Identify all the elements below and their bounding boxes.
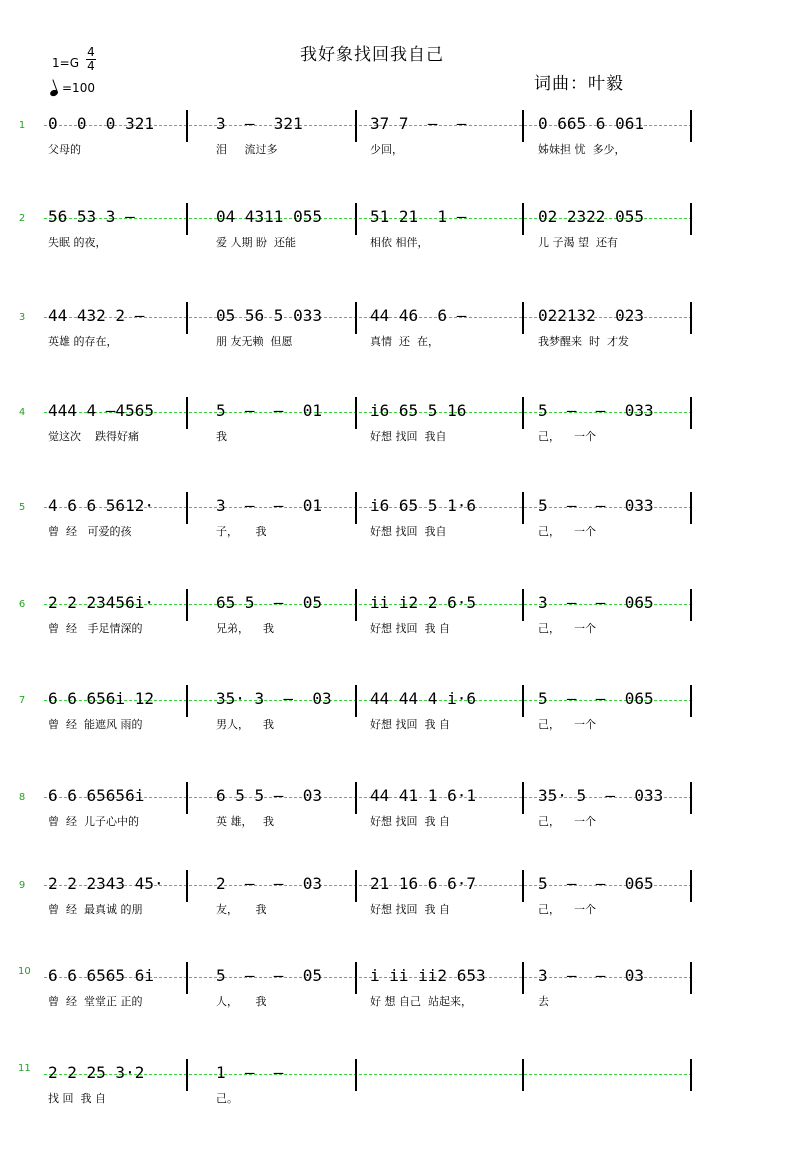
measure-notes: 2 2 23456i· (48, 593, 154, 612)
measure-notes: 21 16 6 6·7 (370, 874, 476, 893)
measure-notes: 3 – 321 (216, 114, 303, 133)
measure-lyrics: 己， 一个 (538, 622, 596, 635)
barline (690, 203, 692, 235)
measure-lyrics: 好想 找回 我自 (370, 430, 447, 443)
system-number: 3 (18, 312, 26, 323)
barline (186, 302, 188, 334)
measure-notes: 65 5 – 05 (216, 593, 322, 612)
barline (186, 397, 188, 429)
system-number: 9 (18, 880, 26, 891)
measure-notes: 3 – – 03 (538, 966, 644, 985)
measure-notes: 3 – – 065 (538, 593, 654, 612)
tempo-marking (50, 80, 95, 96)
measure-lyrics: 泪 流过多 (216, 143, 278, 156)
barline (522, 870, 524, 902)
measure-lyrics: 曾 经 最真诚 的朋 (48, 903, 143, 916)
measure-lyrics: 我 (216, 430, 227, 443)
measure-lyrics: 曾 经 可爱的孩 (48, 525, 132, 538)
barline (522, 110, 524, 142)
barline (186, 870, 188, 902)
measure-lyrics: 己， 一个 (538, 903, 596, 916)
measure-notes: i6 65 5 1·6 (370, 496, 476, 515)
measure-lyrics: 相依 相伴， (370, 236, 429, 249)
measure-lyrics: 曾 经 手足情深的 (48, 622, 143, 635)
measure-notes: 5 – – 01 (216, 401, 322, 420)
measure-notes: 37 7 – – (370, 114, 467, 133)
measure-notes: 4 6 6 5612· (48, 496, 154, 515)
measure-notes: 6 6 6565 6i (48, 966, 154, 985)
measure-notes: 35· 3 – 03 (216, 689, 332, 708)
measure-notes: 04 4311 055 (216, 207, 322, 226)
measure-lyrics: 好想 找回 我自 (370, 525, 447, 538)
measure-notes: 44 44 4 i·6 (370, 689, 476, 708)
barline (690, 1059, 692, 1091)
barline (186, 962, 188, 994)
measure-notes: 0 665 6 061 (538, 114, 644, 133)
barline (355, 589, 357, 621)
measure-notes: 5 – – 05 (216, 966, 322, 985)
barline (690, 589, 692, 621)
barline (690, 397, 692, 429)
composer-credit: 词曲：叶毅 (534, 74, 624, 94)
measure-notes: 022132 023 (538, 306, 644, 325)
measure-notes: 5 – – 065 (538, 689, 654, 708)
barline (522, 1059, 524, 1091)
barline (690, 870, 692, 902)
barline (522, 782, 524, 814)
measure-notes: 2 2 2343 45· (48, 874, 164, 893)
barline (355, 782, 357, 814)
barline (355, 302, 357, 334)
barline (186, 110, 188, 142)
measure-notes: 51 21 1 – (370, 207, 467, 226)
barline (690, 302, 692, 334)
barline (355, 1059, 357, 1091)
measure-lyrics: 男人， 我 (216, 718, 274, 731)
barline (522, 492, 524, 524)
barline (186, 589, 188, 621)
measure-lyrics: 人， 我 (216, 995, 267, 1008)
measure-notes: 6 6 65656i (48, 786, 145, 805)
measure-notes: 1 – – (216, 1063, 284, 1082)
measure-lyrics: 己。 (216, 1092, 238, 1105)
measure-notes: 5 – – 033 (538, 401, 654, 420)
measure-lyrics: 曾 经 堂堂正 正的 (48, 995, 143, 1008)
tempo-value: =100 (62, 81, 95, 95)
measure-lyrics: 好想 找回 我 自 (370, 622, 450, 635)
barline (355, 203, 357, 235)
measure-lyrics: 朋 友无赖 但愿 (216, 335, 293, 348)
measure-notes: 05 56 5 033 (216, 306, 322, 325)
measure-lyrics: 兄弟， 我 (216, 622, 274, 635)
measure-lyrics: 曾 经 儿子心中的 (48, 815, 139, 828)
measure-lyrics: 失眠 的夜， (48, 236, 107, 249)
barline (186, 782, 188, 814)
barline (690, 492, 692, 524)
barline (522, 203, 524, 235)
measure-notes: 02 2322 055 (538, 207, 644, 226)
barline (186, 492, 188, 524)
measure-lyrics: 己， 一个 (538, 815, 596, 828)
barline (355, 397, 357, 429)
measure-notes: 35· 5 – 033 (538, 786, 664, 805)
quarter-note-icon (49, 89, 59, 97)
time-signature-top: 4 (87, 45, 95, 59)
measure-lyrics: 好想 找回 我 自 (370, 718, 450, 731)
measure-lyrics: 好 想 自己 站起来， (370, 995, 472, 1008)
barline (690, 110, 692, 142)
barline (355, 492, 357, 524)
system-number: 6 (18, 599, 26, 610)
measure-notes: 44 41 1 6·1 (370, 786, 476, 805)
measure-lyrics: 好想 找回 我 自 (370, 815, 450, 828)
measure-notes: 6 5 5 – 03 (216, 786, 322, 805)
barline (522, 397, 524, 429)
measure-lyrics: 真情 还 在， (370, 335, 439, 348)
measure-lyrics: 英 雄， 我 (216, 815, 274, 828)
measure-lyrics: 觉这次 跌得好痛 (48, 430, 139, 443)
barline (522, 302, 524, 334)
measure-notes: ii i2 2 6·5 (370, 593, 476, 612)
measure-lyrics: 好想 找回 我 自 (370, 903, 450, 916)
measure-lyrics: 父母的 (48, 143, 81, 156)
system-number: 4 (18, 407, 26, 418)
measure-lyrics: 儿 子渴 望 还有 (538, 236, 618, 249)
system-number: 10 (18, 966, 31, 977)
measure-lyrics: 子， 我 (216, 525, 267, 538)
barline (690, 962, 692, 994)
key-signature: 1=G (52, 56, 79, 70)
barline (522, 589, 524, 621)
barline (186, 685, 188, 717)
measure-notes: 444 4 –4565 (48, 401, 154, 420)
barline (355, 110, 357, 142)
system-number: 7 (18, 695, 26, 706)
measure-notes: i ii ii2 653 (370, 966, 486, 985)
measure-notes: 3 – – 01 (216, 496, 322, 515)
barline (522, 685, 524, 717)
measure-notes: 56 53 3 – (48, 207, 135, 226)
measure-lyrics: 己， 一个 (538, 525, 596, 538)
system-number: 1 (18, 120, 26, 131)
barline (690, 685, 692, 717)
song-title: 我好象找回我自己 (300, 45, 444, 65)
measure-lyrics: 己， 一个 (538, 718, 596, 731)
measure-lyrics: 姊妹担 忧 多少， (538, 143, 626, 156)
system-number: 5 (18, 502, 26, 513)
measure-notes: 2 – – 03 (216, 874, 322, 893)
measure-lyrics: 己， 一个 (538, 430, 596, 443)
measure-lyrics: 友， 我 (216, 903, 267, 916)
measure-lyrics: 爱 人期 盼 还能 (216, 236, 296, 249)
measure-notes: i6 65 5 16 (370, 401, 467, 420)
barline (690, 782, 692, 814)
barline (355, 685, 357, 717)
measure-lyrics: 去 (538, 995, 549, 1008)
measure-lyrics: 英雄 的存在， (48, 335, 118, 348)
barline (522, 962, 524, 994)
measure-notes: 44 432 2 – (48, 306, 145, 325)
measure-lyrics: 少回， (370, 143, 403, 156)
barline (186, 1059, 188, 1091)
barline (355, 962, 357, 994)
measure-lyrics: 我梦醒来 时 才发 (538, 335, 629, 348)
time-signature (86, 46, 96, 73)
system-number: 8 (18, 792, 26, 803)
measure-notes: 2 2 25 3·2 (48, 1063, 145, 1082)
measure-notes: 5 – – 065 (538, 874, 654, 893)
time-signature-bottom: 4 (87, 59, 95, 73)
measure-notes: 44 46 6 – (370, 306, 467, 325)
measure-notes: 5 – – 033 (538, 496, 654, 515)
system-number: 2 (18, 213, 26, 224)
barline (186, 203, 188, 235)
barline (355, 870, 357, 902)
measure-notes: 6 6 656i 12 (48, 689, 154, 708)
system-number: 11 (18, 1063, 31, 1074)
measure-lyrics: 曾 经 能遮风 雨的 (48, 718, 143, 731)
measure-notes: 0 0 0 321 (48, 114, 154, 133)
measure-lyrics: 找 回 我 自 (48, 1092, 106, 1105)
